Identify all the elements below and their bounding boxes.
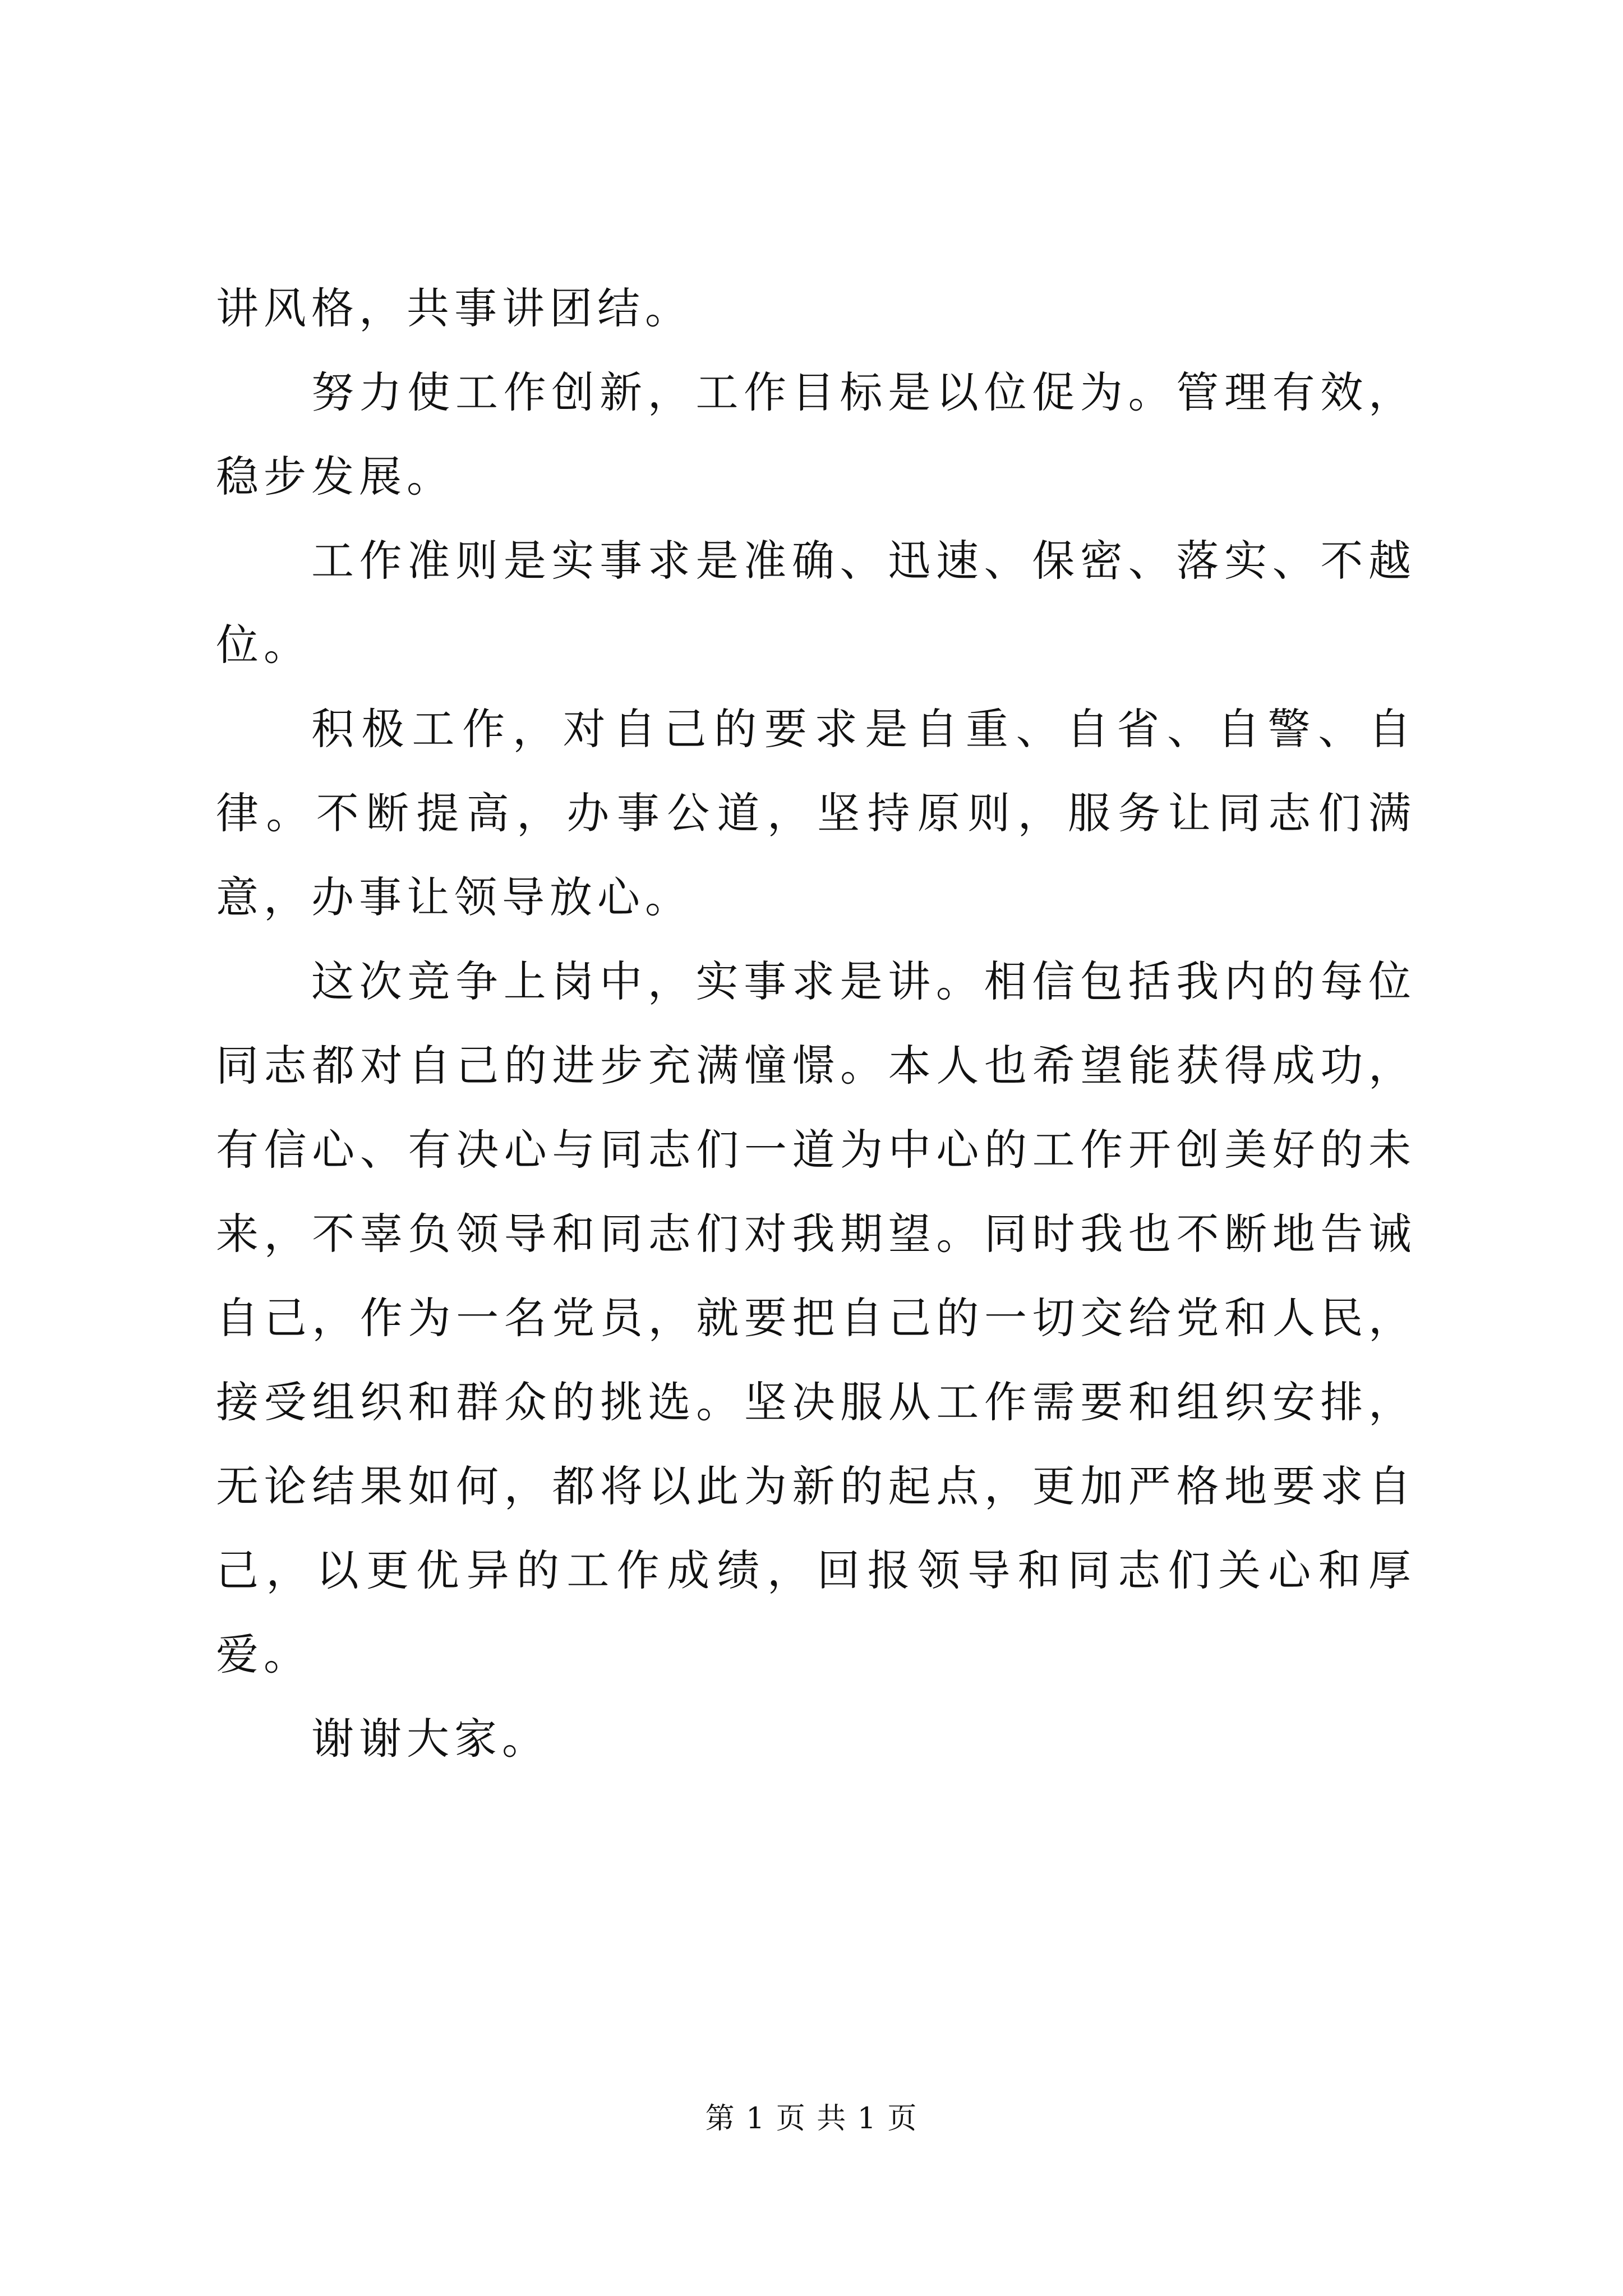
page-footer: 第 1 页 共 1 页 (705, 2102, 918, 2136)
paragraph-competition: 这次竞争上岗中，实事求是讲。相信包括我内的每位同志都对自己的进步充满憧憬。本人也希望能获得成功，有信心、有决心与同志们一道为中心的工作开创美好的未来，不辜负领导和同志们对我期望。同时我也不断地告诫自己，作为一名党员，就要把自己的一切交给党和人民，接受组织和群众的挑选。坚决服从工作需要和组织安排，无论结果如何，都将以此为新的起点，更加严格地要求自己，以更优异的工作成绩，回报领导和同志们关心和厚爱。 (216, 956, 1416, 1680)
paragraph-innovation: 努力使工作创新，工作目标是以位促为。管理有效，稳步发展。 (216, 367, 1416, 501)
paragraph-self-requirements: 积极工作，对自己的要求是自重、自省、自警、自律。不断提高，办事公道，坚持原则，服务让同志们满意，办事让领导放心。 (216, 704, 1416, 922)
paragraph-thanks: 谢谢大家。 (311, 1714, 550, 1764)
paragraph-work-principles: 工作准则是实事求是准确、迅速、保密、落实、不越位。 (216, 536, 1416, 670)
paragraph-continuation: 讲风格，共事讲团结。 (216, 283, 693, 333)
document-body (216, 266, 1416, 1781)
